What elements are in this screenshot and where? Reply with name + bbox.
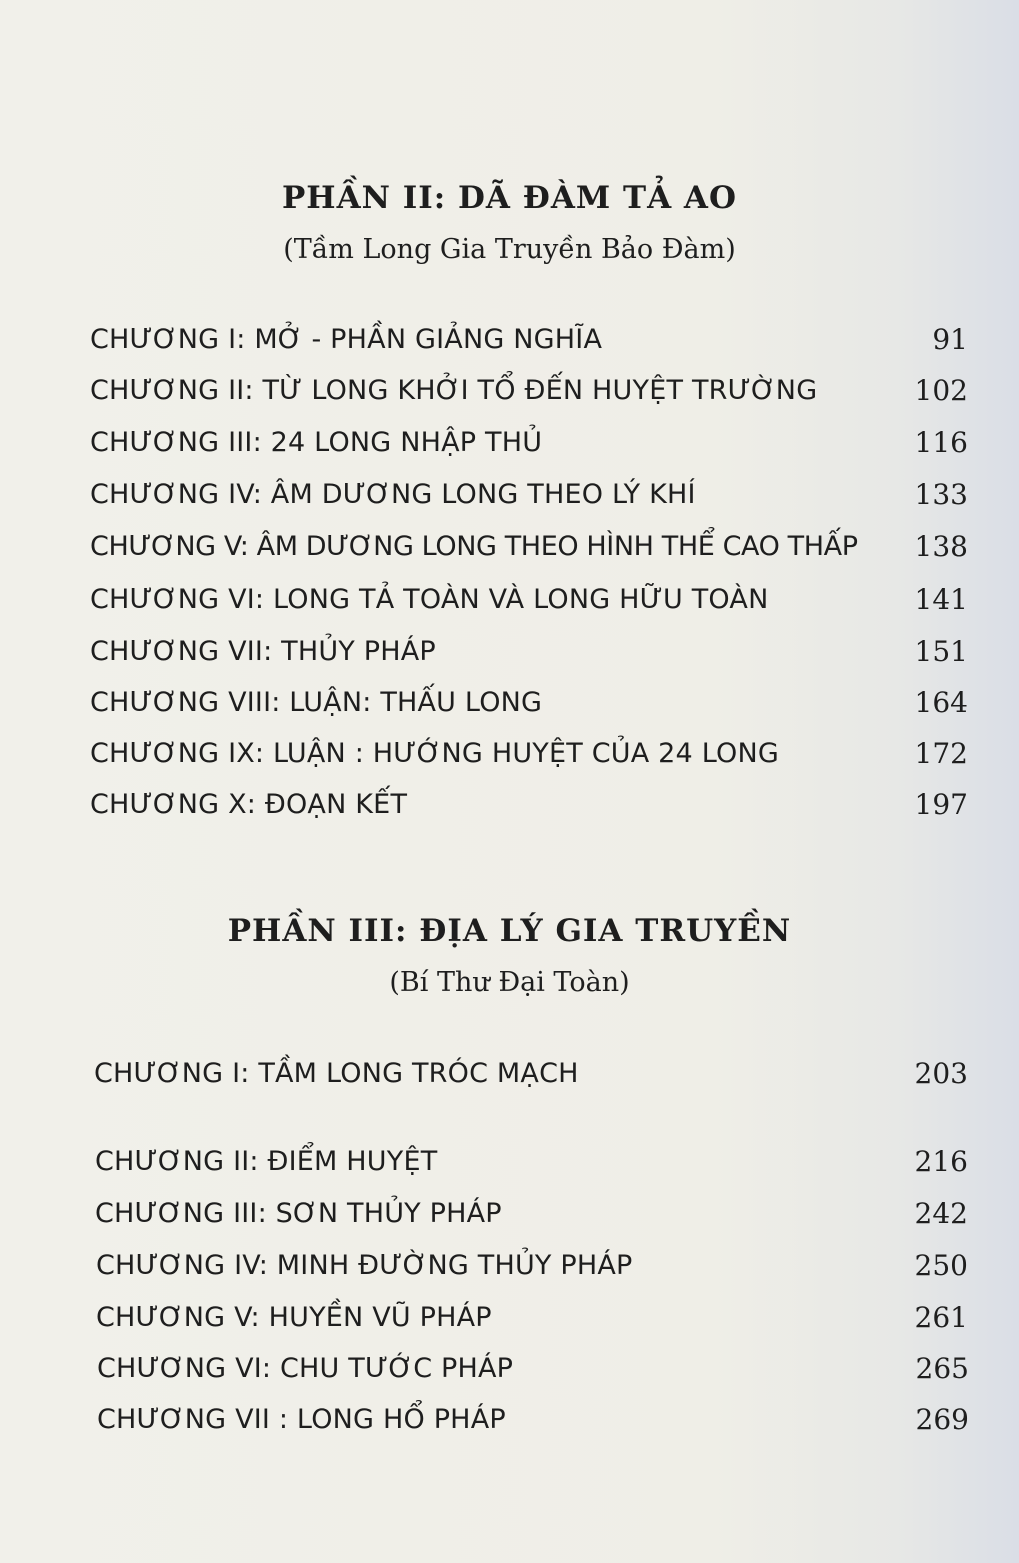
- toc-entry-label: CHƯƠNG VII : LONG HỔ PHÁP: [97, 1404, 506, 1435]
- toc-entry-label: CHƯƠNG I: TẦM LONG TRÓC MẠCH: [94, 1058, 579, 1089]
- toc-entry-label: CHƯƠNG II: ĐIỂM HUYỆT: [95, 1146, 438, 1177]
- toc-entry-page: 261: [914, 1301, 968, 1334]
- toc-entry-label: CHƯƠNG IV: ÂM DƯƠNG LONG THEO LÝ KHÍ: [90, 479, 696, 510]
- toc-entry-page: 216: [914, 1145, 968, 1178]
- toc-entry-page: 250: [914, 1249, 968, 1282]
- part2-title: PHẦN II: DÃ ĐÀM TẢ AO: [282, 180, 737, 216]
- toc-entry: [97, 1349, 969, 1389]
- toc-entry: [96, 1246, 968, 1286]
- toc-entry-label: CHƯƠNG IX: LUẬN : HƯỚNG HUYỆT CỦA 24 LONG: [90, 738, 779, 769]
- toc-entry: [90, 632, 968, 672]
- toc-entry: [95, 1194, 968, 1234]
- toc-entry: [96, 1298, 968, 1338]
- toc-entry-page: 151: [914, 635, 968, 668]
- part2-subtitle: (Tầm Long Gia Truyền Bảo Đàm): [283, 234, 736, 265]
- toc-entry: [90, 423, 968, 463]
- toc-entry-page: 133: [914, 478, 968, 511]
- toc-entry-label: CHƯƠNG VIII: LUẬN: THẤU LONG: [90, 687, 543, 718]
- toc-entry-label: CHƯƠNG VI: CHU TƯỚC PHÁP: [97, 1353, 514, 1384]
- toc-entry-label: CHƯƠNG I: MỞ - PHẦN GIẢNG NGHĨA: [90, 324, 603, 355]
- toc-entry: [90, 527, 968, 567]
- toc-entry: [90, 580, 968, 620]
- toc-entry-label: CHƯƠNG V: ÂM DƯƠNG LONG THEO HÌNH THỂ CAO THẤP: [90, 531, 858, 562]
- toc-entry: [90, 475, 968, 515]
- toc-entry-label: CHƯƠNG III: 24 LONG NHẬP THỦ: [90, 427, 543, 458]
- toc-entry: [94, 1054, 968, 1094]
- toc-entry-page: 172: [914, 737, 968, 770]
- toc-entry: [95, 1142, 968, 1182]
- toc-entry-label: CHƯƠNG III: SƠN THỦY PHÁP: [95, 1198, 502, 1229]
- toc-entry-page: 269: [915, 1403, 969, 1436]
- toc-entry: [90, 320, 968, 360]
- toc-entry-label: CHƯƠNG VI: LONG TẢ TOÀN VÀ LONG HỮU TOÀN: [90, 584, 769, 615]
- toc-entry-label: CHƯƠNG V: HUYỀN VŨ PHÁP: [96, 1302, 492, 1333]
- toc-entry-label: CHƯƠNG II: TỪ LONG KHỞI TỔ ĐẾN HUYỆT TRƯỜNG: [90, 375, 818, 406]
- toc-entry: [90, 371, 968, 411]
- toc-entry-page: 116: [914, 426, 968, 459]
- toc-entry-page: 91: [932, 323, 968, 356]
- toc-entry: [97, 1400, 969, 1440]
- toc-entry-page: 138: [914, 530, 968, 563]
- toc-entry-page: 265: [915, 1352, 969, 1385]
- toc-entry: [90, 785, 968, 825]
- toc-entry-page: 203: [914, 1057, 968, 1090]
- toc-entry: [90, 683, 968, 723]
- part3-title: PHẦN III: ĐỊA LÝ GIA TRUYỀN: [227, 913, 792, 949]
- toc-entry-page: 197: [914, 788, 968, 821]
- toc-entry: [90, 734, 968, 774]
- toc-entry-page: 102: [914, 374, 968, 407]
- toc-entry-label: CHƯƠNG IV: MINH ĐƯỜNG THỦY PHÁP: [96, 1250, 633, 1281]
- toc-entry-page: 164: [914, 686, 968, 719]
- toc-entry-label: CHƯƠNG X: ĐOẠN KẾT: [90, 789, 408, 820]
- toc-entry-page: 242: [914, 1197, 968, 1230]
- toc-entry-page: 141: [914, 583, 968, 616]
- toc-entry-label: CHƯƠNG VII: THỦY PHÁP: [90, 636, 436, 667]
- part3-subtitle: (Bí Thư Đại Toàn): [389, 967, 630, 998]
